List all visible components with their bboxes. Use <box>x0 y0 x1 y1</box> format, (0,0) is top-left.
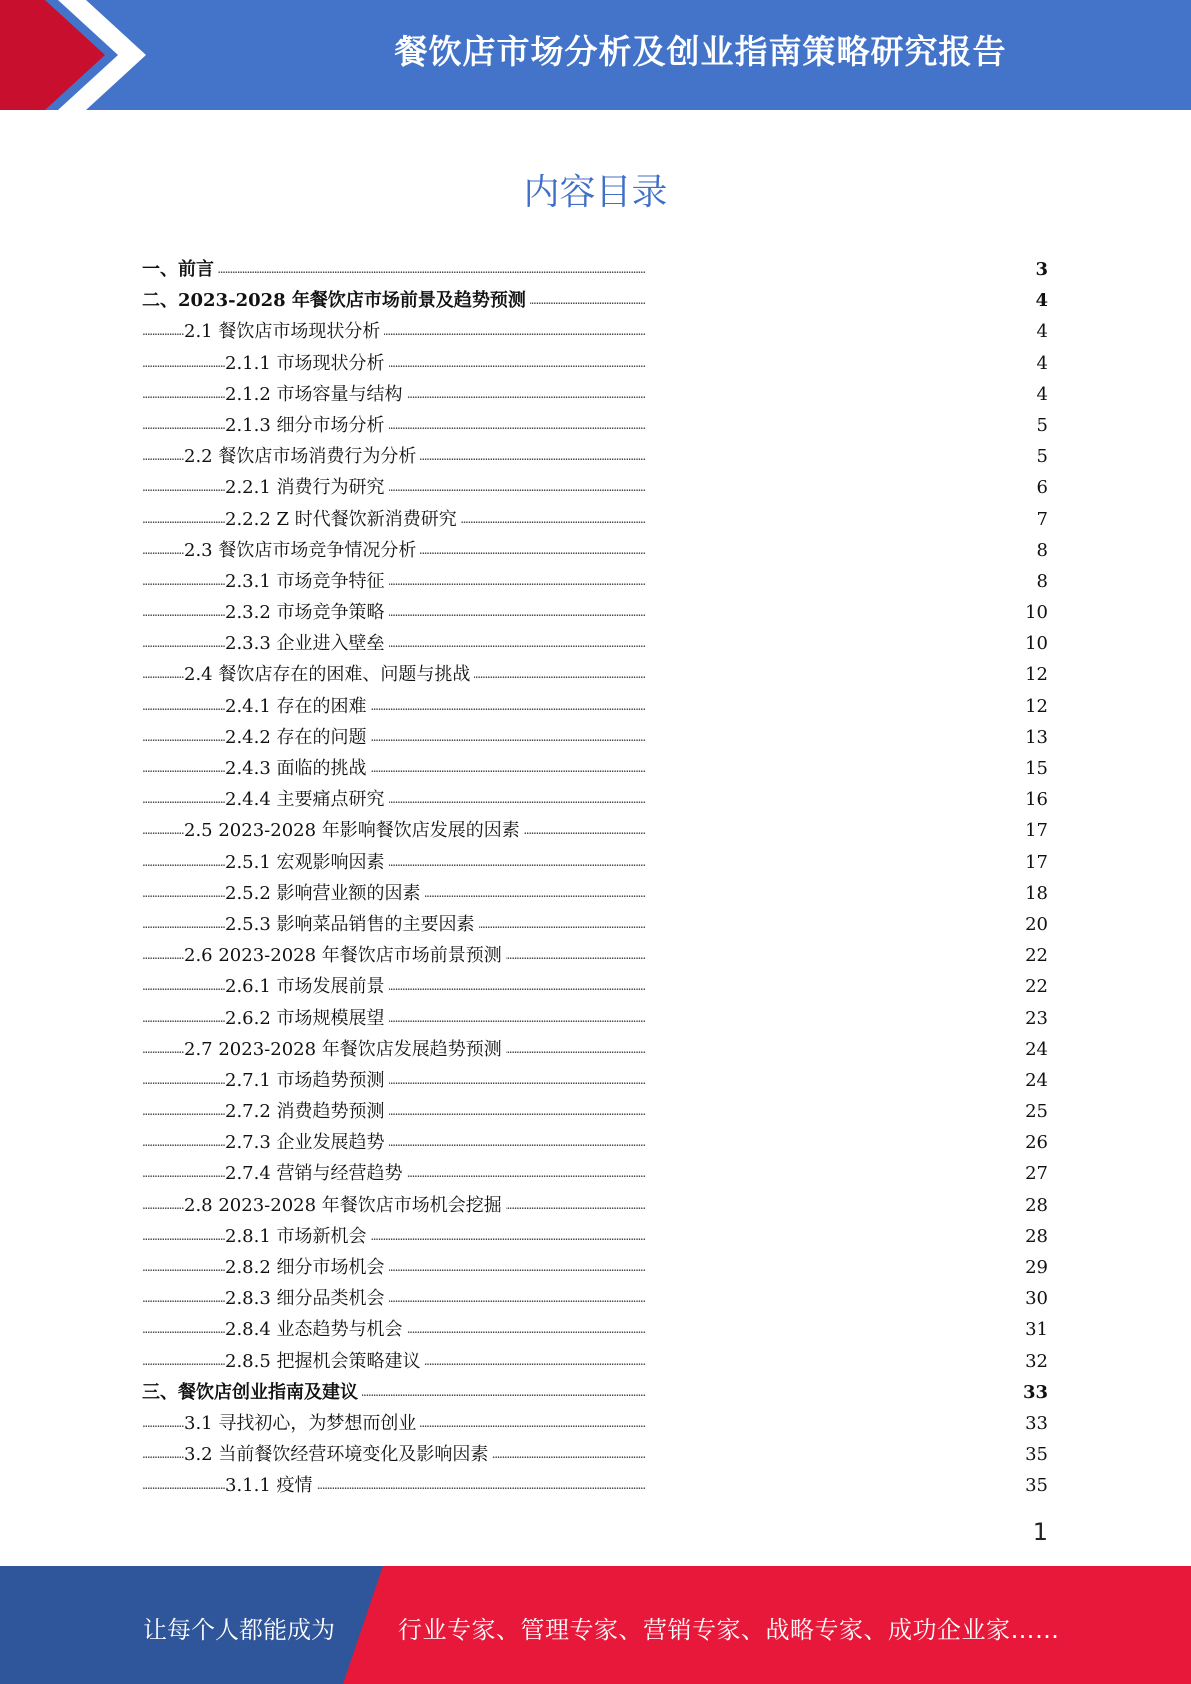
toc-entry-page: 28 <box>1022 1221 1048 1252</box>
toc-entry[interactable] <box>142 659 1048 690</box>
toc-entry[interactable] <box>142 753 1048 784</box>
toc-entry-title: 2.7 2023-2028 年餐饮店发展趋势预测 <box>184 1039 506 1060</box>
toc-entry-page: 8 <box>1034 566 1048 597</box>
toc-entry-page: 8 <box>1034 535 1048 566</box>
toc-entry[interactable] <box>142 628 1048 659</box>
toc-entry[interactable] <box>142 441 1048 472</box>
toc-entry-title: 一、前言 <box>142 259 218 280</box>
toc-entry[interactable] <box>142 940 1048 971</box>
toc-entry-title: 2.4.1 存在的困难 <box>225 696 371 717</box>
toc-entry-title: 二、2023-2028 年餐饮店市场前景及趋势预测 <box>142 290 530 311</box>
toc-entry[interactable] <box>142 1034 1048 1065</box>
toc-entry[interactable] <box>142 254 1048 285</box>
toc-entry-page: 33 <box>1020 1377 1048 1408</box>
toc-entry[interactable] <box>142 1314 1048 1345</box>
toc-entry-page: 20 <box>1022 909 1048 940</box>
toc-entry-page: 18 <box>1022 878 1048 909</box>
toc-entry-title: 2.7.4 营销与经营趋势 <box>225 1163 407 1184</box>
toc-entry-title: 2.7.3 企业发展趋势 <box>225 1132 389 1153</box>
toc-entry-page: 4 <box>1034 316 1048 347</box>
toc-entry-title: 2.8 2023-2028 年餐饮店市场机会挖掘 <box>184 1195 506 1216</box>
toc-entry-title: 2.3.3 企业进入壁垒 <box>225 633 389 654</box>
toc-entry-page: 23 <box>1022 1003 1048 1034</box>
toc-entry-page: 10 <box>1022 597 1048 628</box>
toc-entry-title: 2.2.2 Z 时代餐饮新消费研究 <box>225 509 461 530</box>
toc-entry-page: 29 <box>1022 1252 1048 1283</box>
toc-entry-page: 4 <box>1032 285 1048 316</box>
toc-entry[interactable] <box>142 1127 1048 1158</box>
toc-entry-title: 2.4.2 存在的问题 <box>225 727 371 748</box>
toc-entry[interactable] <box>142 1221 1048 1252</box>
toc-entry[interactable] <box>142 1252 1048 1283</box>
toc-entry-page: 26 <box>1022 1127 1048 1158</box>
toc-entry[interactable] <box>142 1346 1048 1377</box>
toc-entry[interactable] <box>142 1377 1048 1408</box>
toc-entry-title: 2.4.4 主要痛点研究 <box>225 789 389 810</box>
toc-entry-title: 2.4.3 面临的挑战 <box>225 758 371 779</box>
toc-entry-page: 27 <box>1022 1158 1048 1189</box>
toc-entry-title: 2.1.3 细分市场分析 <box>225 415 389 436</box>
toc-heading: 内容目录 <box>523 172 668 213</box>
toc-entry[interactable] <box>142 285 1048 316</box>
toc-entry[interactable] <box>142 1065 1048 1096</box>
footer-slogan-left: 让每个人都能成为 <box>143 1616 335 1644</box>
toc-entry-title: 2.4 餐饮店存在的困难、问题与挑战 <box>184 664 474 685</box>
toc-entry[interactable] <box>142 878 1048 909</box>
toc-entry-title: 2.3.2 市场竞争策略 <box>225 602 389 623</box>
toc-entry[interactable] <box>142 1470 1048 1501</box>
toc-entry-page: 15 <box>1022 753 1048 784</box>
toc-entry[interactable] <box>142 316 1048 347</box>
toc-entry-page: 24 <box>1022 1065 1048 1096</box>
toc-entry-title: 3.2 当前餐饮经营环境变化及影响因素 <box>184 1444 492 1465</box>
toc-entry[interactable] <box>142 815 1048 846</box>
toc-entry[interactable] <box>142 1003 1048 1034</box>
toc-entry[interactable] <box>142 722 1048 753</box>
toc-entry[interactable] <box>142 566 1048 597</box>
toc-entry[interactable] <box>142 784 1048 815</box>
toc-entry-page: 31 <box>1022 1314 1048 1345</box>
toc-entry[interactable] <box>142 597 1048 628</box>
table-of-contents <box>142 254 1048 1502</box>
toc-entry-title: 2.6.1 市场发展前景 <box>225 976 389 997</box>
toc-entry-title: 2.1.1 市场现状分析 <box>225 353 389 374</box>
page-number: 1 <box>1032 1518 1048 1546</box>
toc-entry-page: 28 <box>1022 1190 1048 1221</box>
toc-entry-title: 2.6 2023-2028 年餐饮店市场前景预测 <box>184 945 506 966</box>
toc-entry[interactable] <box>142 847 1048 878</box>
toc-entry-page: 16 <box>1022 784 1048 815</box>
toc-entry-page: 35 <box>1022 1470 1048 1501</box>
toc-entry[interactable] <box>142 909 1048 940</box>
footer-slogan-right: 行业专家、管理专家、营销专家、战略专家、成功企业家…… <box>398 1616 1060 1644</box>
toc-entry-page: 4 <box>1034 348 1048 379</box>
toc-entry-title: 3.1.1 疫情 <box>225 1475 317 1496</box>
toc-entry[interactable] <box>142 1096 1048 1127</box>
toc-entry[interactable] <box>142 1439 1048 1470</box>
toc-entry-page: 17 <box>1022 847 1048 878</box>
toc-entry-title: 2.8.2 细分市场机会 <box>225 1257 389 1278</box>
toc-entry-page: 22 <box>1022 940 1048 971</box>
toc-entry-title: 2.5.3 影响菜品销售的主要因素 <box>225 914 479 935</box>
footer-banner <box>0 1566 1191 1684</box>
report-title: 餐饮店市场分析及创业指南策略研究报告 <box>394 32 1007 71</box>
toc-entry[interactable] <box>142 1283 1048 1314</box>
toc-entry-page: 5 <box>1034 441 1048 472</box>
toc-entry-page: 3 <box>1032 254 1048 285</box>
toc-entry[interactable] <box>142 1190 1048 1221</box>
toc-entry[interactable] <box>142 535 1048 566</box>
toc-entry-page: 35 <box>1022 1439 1048 1470</box>
header-arrow-decoration <box>0 0 160 110</box>
toc-entry-page: 12 <box>1022 659 1048 690</box>
toc-entry-title: 2.8.4 业态趋势与机会 <box>225 1319 407 1340</box>
toc-entry-page: 10 <box>1022 628 1048 659</box>
header-banner <box>0 0 1191 110</box>
toc-entry-page: 33 <box>1022 1408 1048 1439</box>
toc-entry-title: 2.1 餐饮店市场现状分析 <box>184 321 384 342</box>
toc-entry-title: 2.5 2023-2028 年影响餐饮店发展的因素 <box>184 820 524 841</box>
toc-entry-page: 25 <box>1022 1096 1048 1127</box>
toc-entry-page: 30 <box>1022 1283 1048 1314</box>
toc-entry-title: 2.2.1 消费行为研究 <box>225 477 389 498</box>
toc-entry-page: 24 <box>1022 1034 1048 1065</box>
toc-entry-page: 22 <box>1022 971 1048 1002</box>
toc-entry-title: 2.5.2 影响营业额的因素 <box>225 883 425 904</box>
toc-entry-title: 2.2 餐饮店市场消费行为分析 <box>184 446 420 467</box>
toc-entry-page: 6 <box>1034 472 1048 503</box>
toc-entry[interactable] <box>142 1158 1048 1189</box>
toc-entry-title: 2.8.5 把握机会策略建议 <box>225 1351 425 1372</box>
toc-entry-page: 5 <box>1034 410 1048 441</box>
toc-entry-title: 2.1.2 市场容量与结构 <box>225 384 407 405</box>
toc-entry[interactable] <box>142 1408 1048 1439</box>
toc-entry-page: 32 <box>1022 1346 1048 1377</box>
toc-entry-title: 2.8.3 细分品类机会 <box>225 1288 389 1309</box>
toc-entry-title: 2.7.1 市场趋势预测 <box>225 1070 389 1091</box>
toc-entry-page: 17 <box>1022 815 1048 846</box>
toc-entry[interactable] <box>142 504 1048 535</box>
toc-entry-page: 7 <box>1034 504 1048 535</box>
toc-entry-title: 2.3.1 市场竞争特征 <box>225 571 389 592</box>
toc-entry[interactable] <box>142 348 1048 379</box>
toc-entry-title: 三、餐饮店创业指南及建议 <box>142 1382 362 1403</box>
toc-entry-title: 2.8.1 市场新机会 <box>225 1226 371 1247</box>
toc-entry-page: 4 <box>1034 379 1048 410</box>
toc-entry-title: 2.6.2 市场规模展望 <box>225 1008 389 1029</box>
toc-entry-title: 3.1 寻找初心，为梦想而创业 <box>184 1413 420 1434</box>
toc-entry[interactable] <box>142 379 1048 410</box>
toc-entry[interactable] <box>142 410 1048 441</box>
toc-entry-page: 13 <box>1022 722 1048 753</box>
toc-entry-title: 2.3 餐饮店市场竞争情况分析 <box>184 540 420 561</box>
toc-entry[interactable] <box>142 971 1048 1002</box>
toc-entry-page: 12 <box>1022 691 1048 722</box>
toc-entry[interactable] <box>142 472 1048 503</box>
toc-entry-title: 2.7.2 消费趋势预测 <box>225 1101 389 1122</box>
toc-entry-title: 2.5.1 宏观影响因素 <box>225 852 389 873</box>
toc-entry[interactable] <box>142 691 1048 722</box>
